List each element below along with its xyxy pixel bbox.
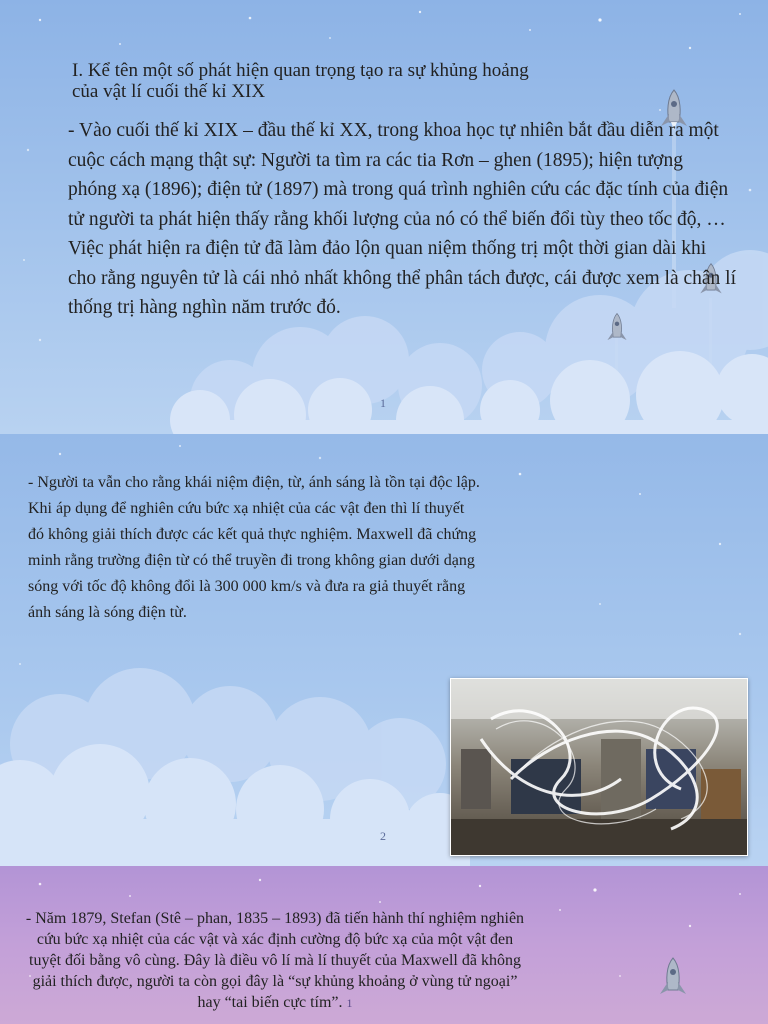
slide-3-body-text — [20, 908, 530, 1014]
lab-photo — [450, 678, 748, 856]
slide-1-page-number: 1 — [380, 396, 386, 410]
slide-1-body-text: - Vào cuối thế kỉ XIX – đầu thế kỉ XX, trong khoa học tự nhiên bắt đầu diễn ra một cuộc cách mạng thật sự: Người ta tìm ra các tia Rơn – ghen (1895); hiện tượng phóng xạ (1896); điện tử (1897) mà trong quá trình nghiên cứu các đặc tính của điện tử người ta phát hiện thấy rằng khối lượng của nó có thể biến đổi tùy theo tốc độ, … Việc phát hiện ra điện tử đã làm đảo lộn quan niệm thống trị một thời gian dài khi cho rằng nguyên tử là cái nhỏ nhất không thể phân tách được, cái được xem là chân lí thống trị hàng nghìn năm trước đó. — [68, 120, 736, 318]
slide-1-title-line-1: I. Kể tên một số phát hiện quan trọng tạo ra sự khủng hoảng — [72, 60, 529, 81]
slide-1-title — [72, 60, 632, 102]
slide-3 — [0, 866, 768, 1024]
cloud-illustration — [0, 668, 476, 866]
slide-2-body-text: - Người ta vẫn cho rằng khái niệm điện, từ, ánh sáng là tồn tại độc lập. Khi áp dụng để nghiên cứu bức xạ nhiệt của các vật đen thì lí thuyết đó không giải thích được các kết quả thực nghiệm. Maxwell đã chứng minh rằng trường điện từ có thể truyền đi trong không gian dưới dạng sóng với tốc độ không đổi là 300 000 km/s và đưa ra giả thuyết rằng ánh sáng là sóng điện từ. — [28, 474, 480, 621]
slide-1 — [0, 0, 768, 434]
slide-3-page-number: 1 — [346, 996, 353, 1010]
slide-2-page-number: 2 — [380, 829, 386, 843]
rocket-icon — [656, 956, 690, 1002]
slide-1-title-line-2: của vật lí cuối thế kỉ XIX — [72, 81, 266, 102]
slide-3-body-content: - Năm 1879, Stefan (Stê – phan, 1835 – 1893) đã tiến hành thí nghiệm nghiên cứu bức xạ nhiệt của các vật và xác định cường độ bức xạ của một vật đen tuyệt đối bằng vô cùng. Đây là điều vô lí mà lí thuyết của Maxwell đã không giải thích được, người ta còn gọi đây là “sự khủng khoảng ở vùng tử ngoại” hay “tai biến cực tím”. — [25, 910, 525, 1011]
slide-2 — [0, 434, 768, 866]
